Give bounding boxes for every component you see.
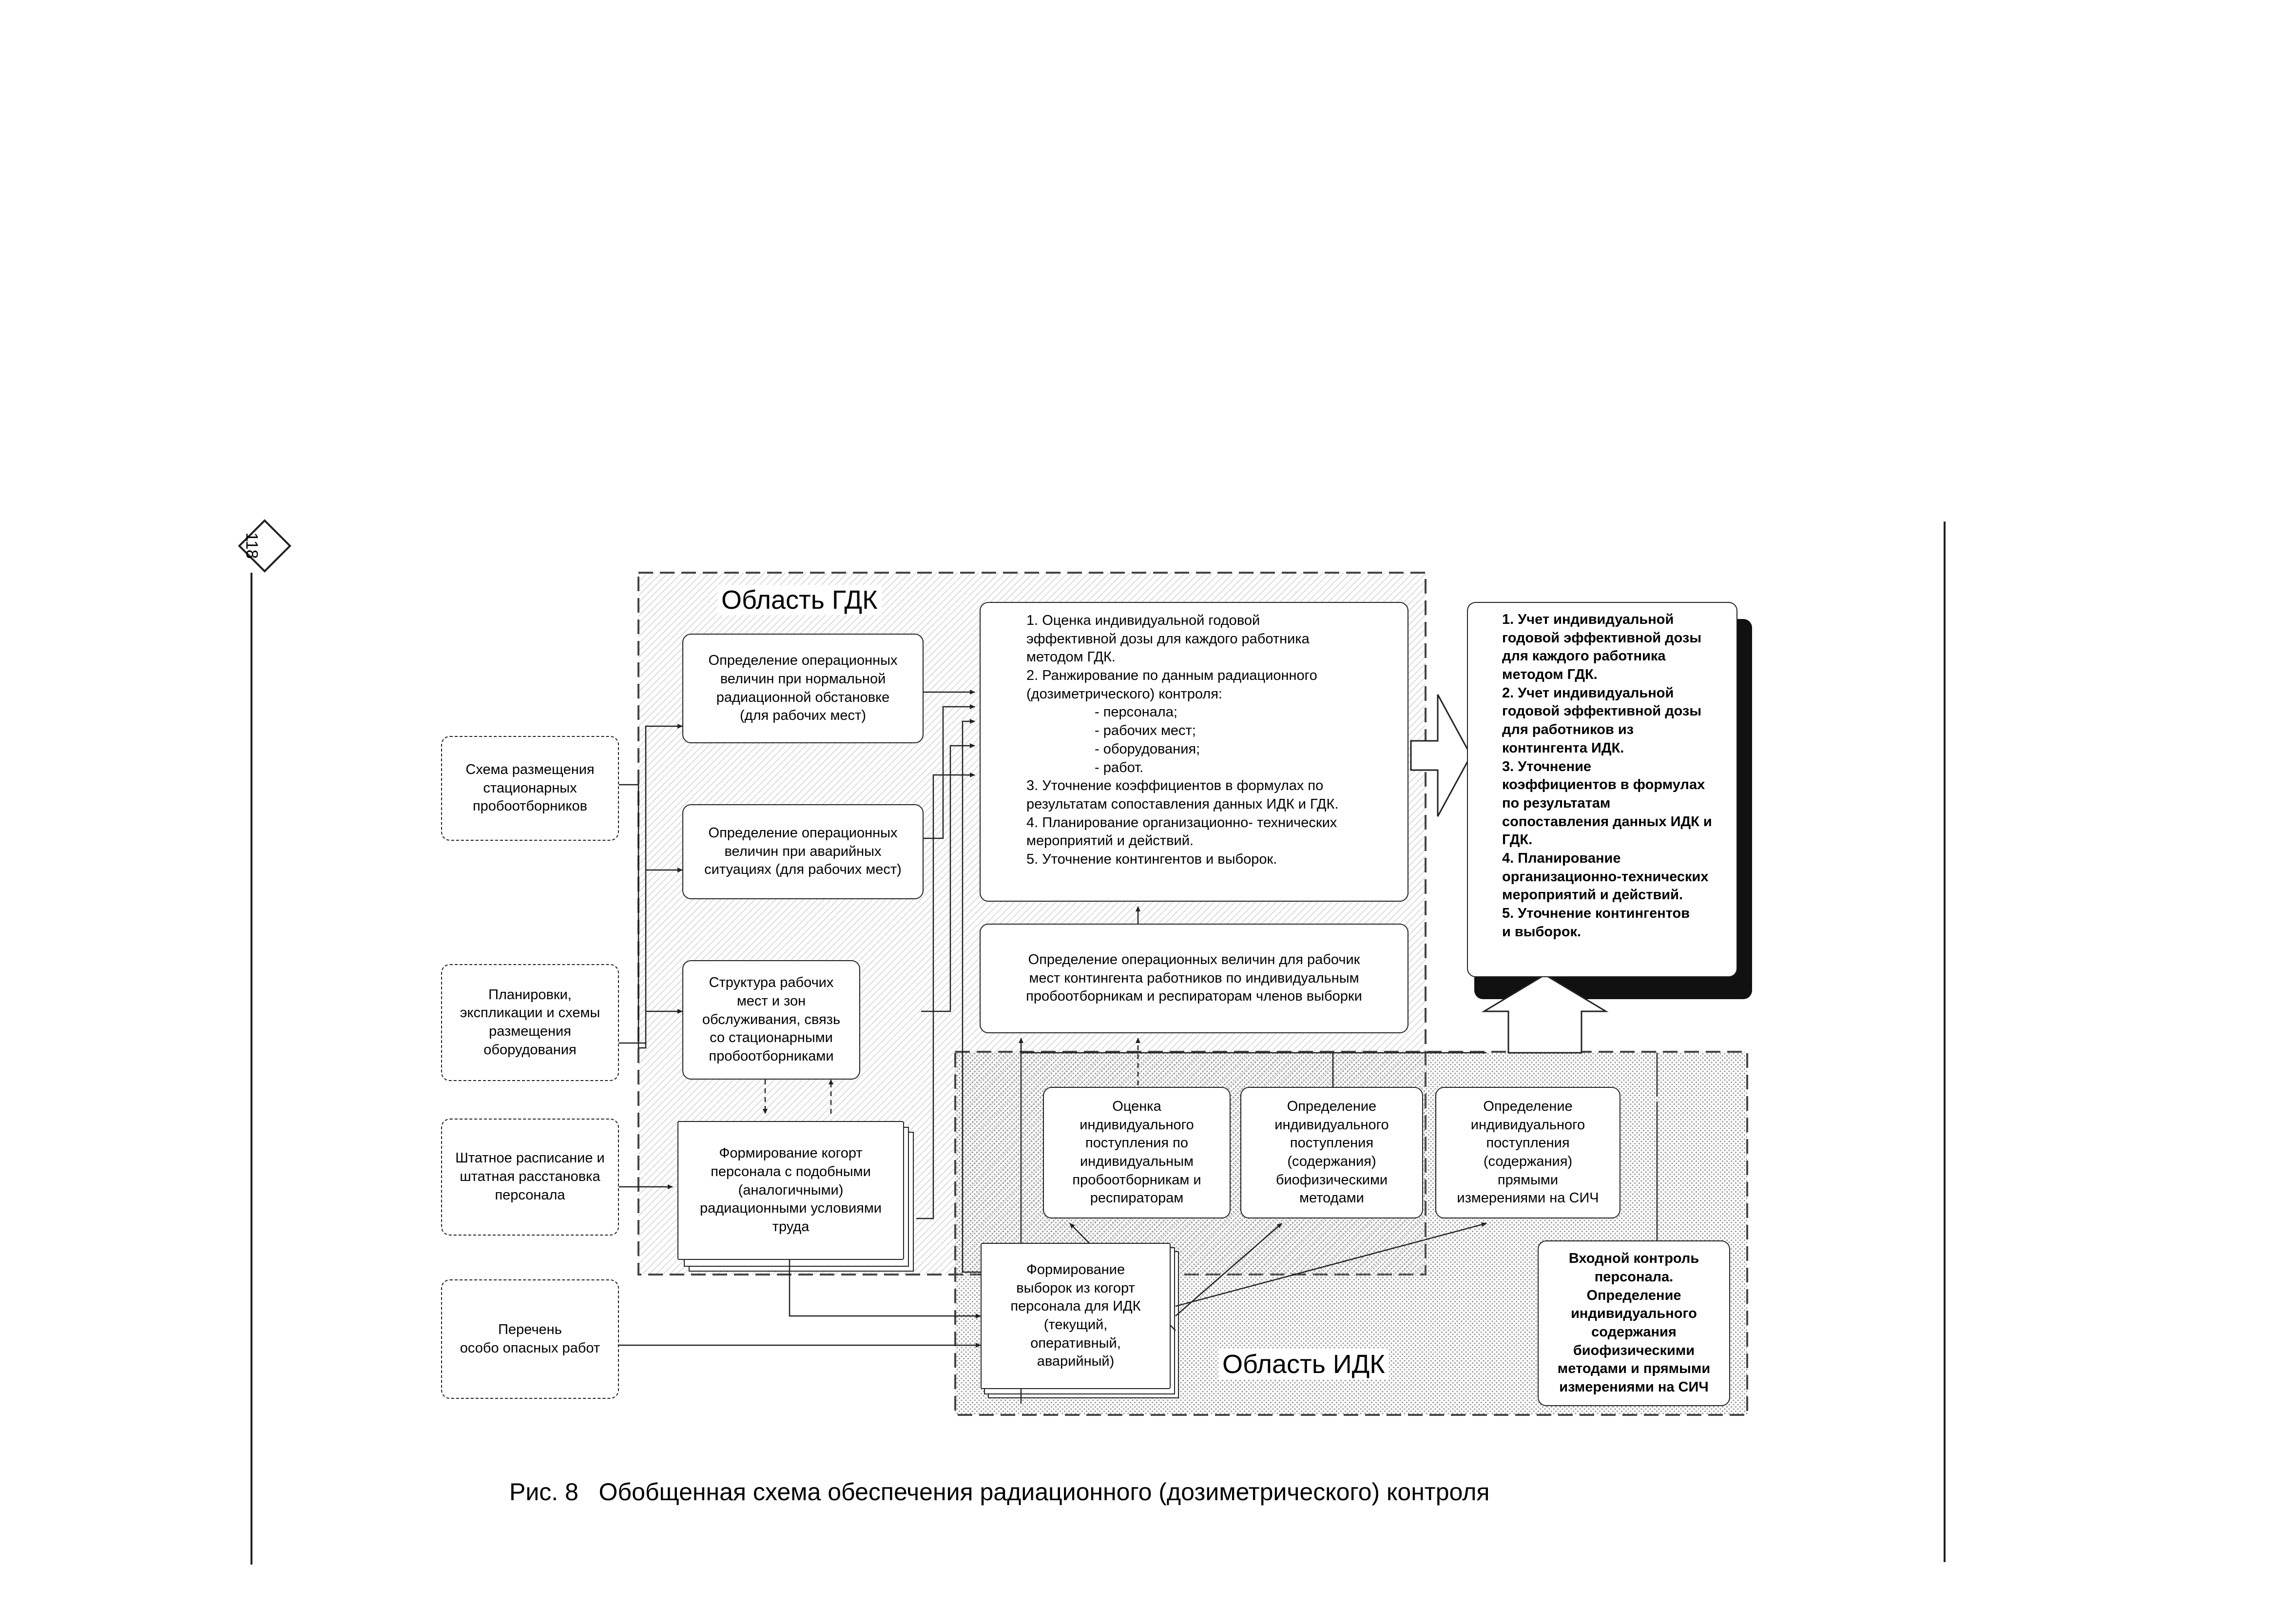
gdk-normal-text: Определение операционных величин при нормальной радиационной обстановке (для рабочих мест) [708,653,898,724]
idk-box-entry-control [1538,1240,1730,1406]
region-idk-label: Область ИДК [1218,1349,1389,1379]
input-staffing-text: Штатное расписание и штатная расстановка персонала [455,1150,605,1203]
assessment-box [980,602,1408,902]
idk-intake-sich-text: Определение индивидуального поступления (содержания) прямыми измерениями на СИЧ [1457,1098,1599,1206]
accounting-item-5: 5. Уточнение контингентов и выборок. [1502,906,1690,940]
assessment-sub-3: - оборудования; [1095,741,1200,757]
assessment-item-3: 3. Уточнение коэффициентов в формулах по результатам сопоставления данных ИДК и ГДК. [1026,778,1339,812]
input-box-samplers [441,736,619,841]
input-box-staffing [441,1119,619,1236]
accounting-box [1467,602,1737,977]
gdk-box-cohorts [677,1121,904,1260]
gdk-cohorts-text: Формирование когорт персонала с подобными (аналогичными) радиационными условиями труда [699,1145,882,1235]
idk-samples-text: Формирование выборок из когорт персонала для ИДК (текущий, оперативный, аварийный) [1010,1261,1141,1370]
region-gdk-label: Область ГДК [717,585,882,615]
gdk-box-emergency [682,804,924,899]
gdk-box-normal [682,634,924,743]
accounting-item-4: 4. Планирование организационно-технических мероприятий и действий. [1502,850,1709,903]
accounting-item-2: 2. Учет индивидуальной годовой эффективной дозы для работников из контингента ИДК. [1502,685,1702,756]
gdk-structure-text: Структура рабочих мест и зон обслуживания, связь со стационарными пробоотборниками [702,975,841,1064]
idk-intake-samplers-text: Оценка индивидуального поступления по индивидуальным пробоотборникам и респираторам [1072,1098,1201,1206]
accounting-list [1478,611,1712,941]
idk-box-intake-biophysical [1240,1087,1423,1218]
accounting-item-1: 1. Учет индивидуальной годовой эффективной дозы для каждого работника методом ГДК. [1502,612,1702,683]
idk-box-samples [981,1243,1171,1389]
gdk-emergency-text: Определение операционных величин при аварийных ситуациях (для рабочих мест) [704,825,902,878]
assessment-item-2: 2. Ранжирование по данным радиационного (дозиметрического) контроля: [1026,668,1317,702]
assessment-list [992,612,1338,869]
assessment-item-5: 5. Уточнение контингентов и выборок. [1026,851,1277,867]
assessment-sub-2: - рабочих мест; [1095,723,1196,739]
idk-box-intake-sich [1435,1087,1620,1218]
assessment-item-4: 4. Планирование организационно- технических мероприятий и действий. [1026,814,1337,849]
operational-idk-box [980,924,1408,1033]
idk-entry-control-text: Входной контроль персонала. Определение индивидуального содержания биофизическими методами и прямыми измерениями на СИЧ [1557,1251,1711,1395]
idk-intake-biophysical-text: Определение индивидуального поступления (содержания) биофизическими методами [1274,1098,1389,1206]
operational-idk-text: Определение операционных величин для рабочик мест контингента работников по индивидуальным пробоотборникам и респираторам членов выборки [1026,951,1362,1005]
input-hazardous-text: Перечень особо опасных работ [460,1321,600,1356]
input-box-layouts [441,964,619,1081]
page-number: 118 [242,532,261,559]
input-layouts-text: Планировки, экспликации и схемы размещения оборудования [460,986,600,1058]
input-samplers-text: Схема размещения стационарных пробоотборников [465,761,595,814]
accounting-item-3: 3. Уточнение коэффициентов в формулах по результатам сопоставления данных ИДК и ГДК. [1502,758,1712,848]
assessment-sub-4: - работ. [1095,759,1144,775]
idk-box-intake-samplers [1043,1087,1231,1218]
assessment-item-1: 1. Оценка индивидуальной годовой эффективной дозы для каждого работника методом ГДК. [1026,613,1310,665]
assessment-sub-1: - персонала; [1095,704,1177,720]
figure-caption: Рис. 8 Обобщенная схема обеспечения радиационного (дозиметрического) контроля [509,1478,1490,1506]
gdk-box-structure [682,960,860,1080]
input-box-hazardous [441,1279,619,1399]
